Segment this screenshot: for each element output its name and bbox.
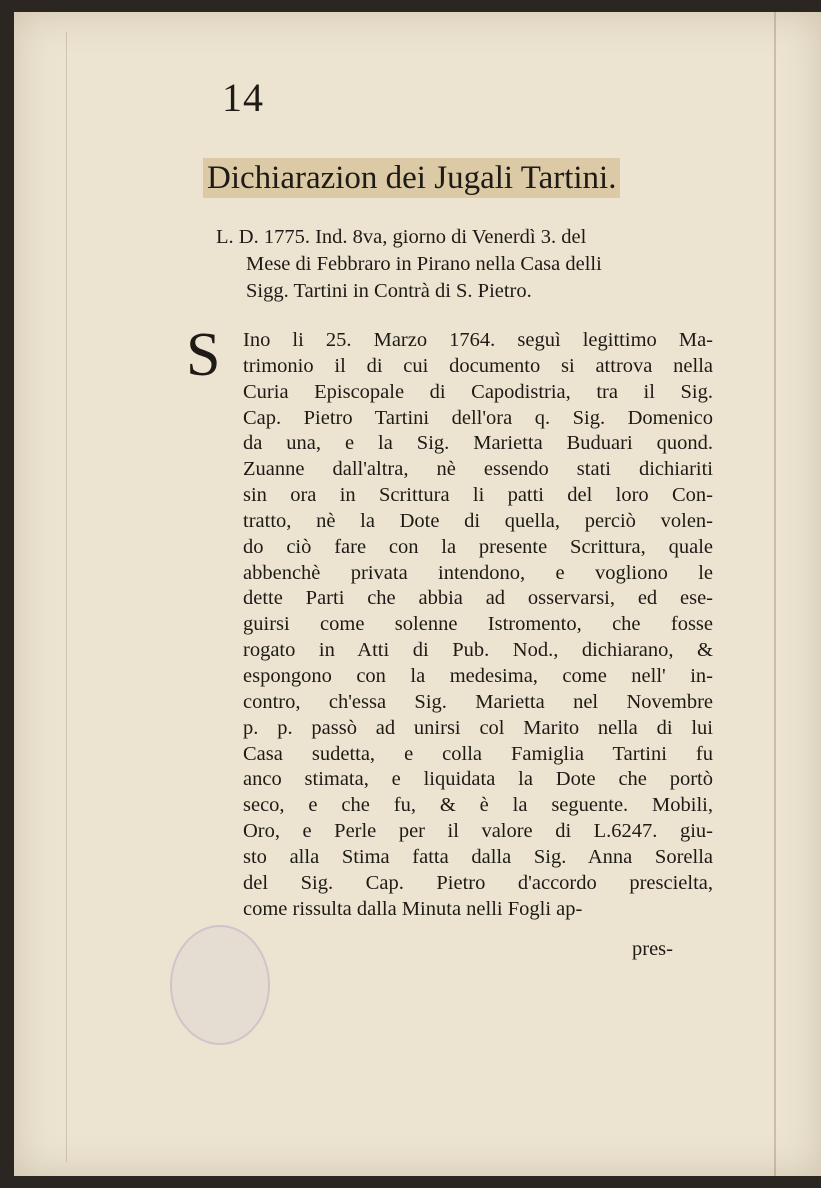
body-line: contro, ch'essa Sig. Marietta nel Novembre xyxy=(243,690,713,713)
page-edge xyxy=(774,12,776,1176)
date-block xyxy=(216,224,716,305)
heading-text: Dichiarazion dei Jugali Tartini. xyxy=(203,158,620,198)
library-stamp xyxy=(170,925,270,1045)
body-line: dette Parti che abbia ad osservarsi, ed ese- xyxy=(243,587,713,610)
body-text xyxy=(243,328,713,922)
body-line: guirsi come solenne Istromento, che fosse xyxy=(243,613,713,636)
body-line: Casa sudetta, e colla Famiglia Tartini fu xyxy=(243,742,713,765)
body-line: anco stimata, e liquidata la Dote che portò xyxy=(243,768,713,791)
date-line: L. D. 1775. Ind. 8va, giorno di Venerdì 3. del xyxy=(216,226,587,248)
page-heading xyxy=(203,160,620,197)
body-line: espongono con la medesima, come nell' in- xyxy=(243,664,713,687)
body-line: da una, e la Sig. Marietta Buduari quond. xyxy=(243,432,713,455)
body-line: Curia Episcopale di Capodistria, tra il Sig. xyxy=(243,380,713,403)
body-line: Oro, e Perle per il valore di L.6247. giu- xyxy=(243,820,713,843)
body-line: del Sig. Cap. Pietro d'accordo prescielta, xyxy=(243,871,713,894)
body-line: Zuanne dall'altra, nè essendo stati dichiariti xyxy=(243,458,713,481)
body-line: Cap. Pietro Tartini dell'ora q. Sig. Domenico xyxy=(243,406,713,429)
fold-line xyxy=(66,32,67,1162)
body-line: trimonio il di cui documento si attrova nella xyxy=(243,354,713,377)
body-line: p. p. passò ad unirsi col Marito nella di lui xyxy=(243,716,713,739)
body-line: tratto, nè la Dote di quella, perciò volen- xyxy=(243,509,713,532)
date-line: Sigg. Tartini in Contrà di S. Pietro. xyxy=(246,280,532,302)
drop-cap: S xyxy=(186,321,221,389)
body-line: sto alla Stima fatta dalla Sig. Anna Sorella xyxy=(243,845,713,868)
body-line: Ino li 25. Marzo 1764. seguì legittimo Ma- xyxy=(243,329,713,351)
body-line: do ciò fare con la presente Scrittura, quale xyxy=(243,535,713,558)
body-line: abbenchè privata intendono, e vogliono le xyxy=(243,561,713,584)
date-line: Mese di Febbraro in Pirano nella Casa delli xyxy=(246,253,602,275)
body-line: rogato in Atti di Pub. Nod., dichiarano, & xyxy=(243,639,713,662)
body-line: come rissulta dalla Minuta nelli Fogli ap- xyxy=(243,897,583,920)
page-number: 14 xyxy=(222,75,264,120)
body-line: sin ora in Scrittura li patti del loro Con- xyxy=(243,484,713,507)
catchword: pres- xyxy=(632,938,673,960)
body-line: seco, e che fu, & è la seguente. Mobili, xyxy=(243,794,713,817)
